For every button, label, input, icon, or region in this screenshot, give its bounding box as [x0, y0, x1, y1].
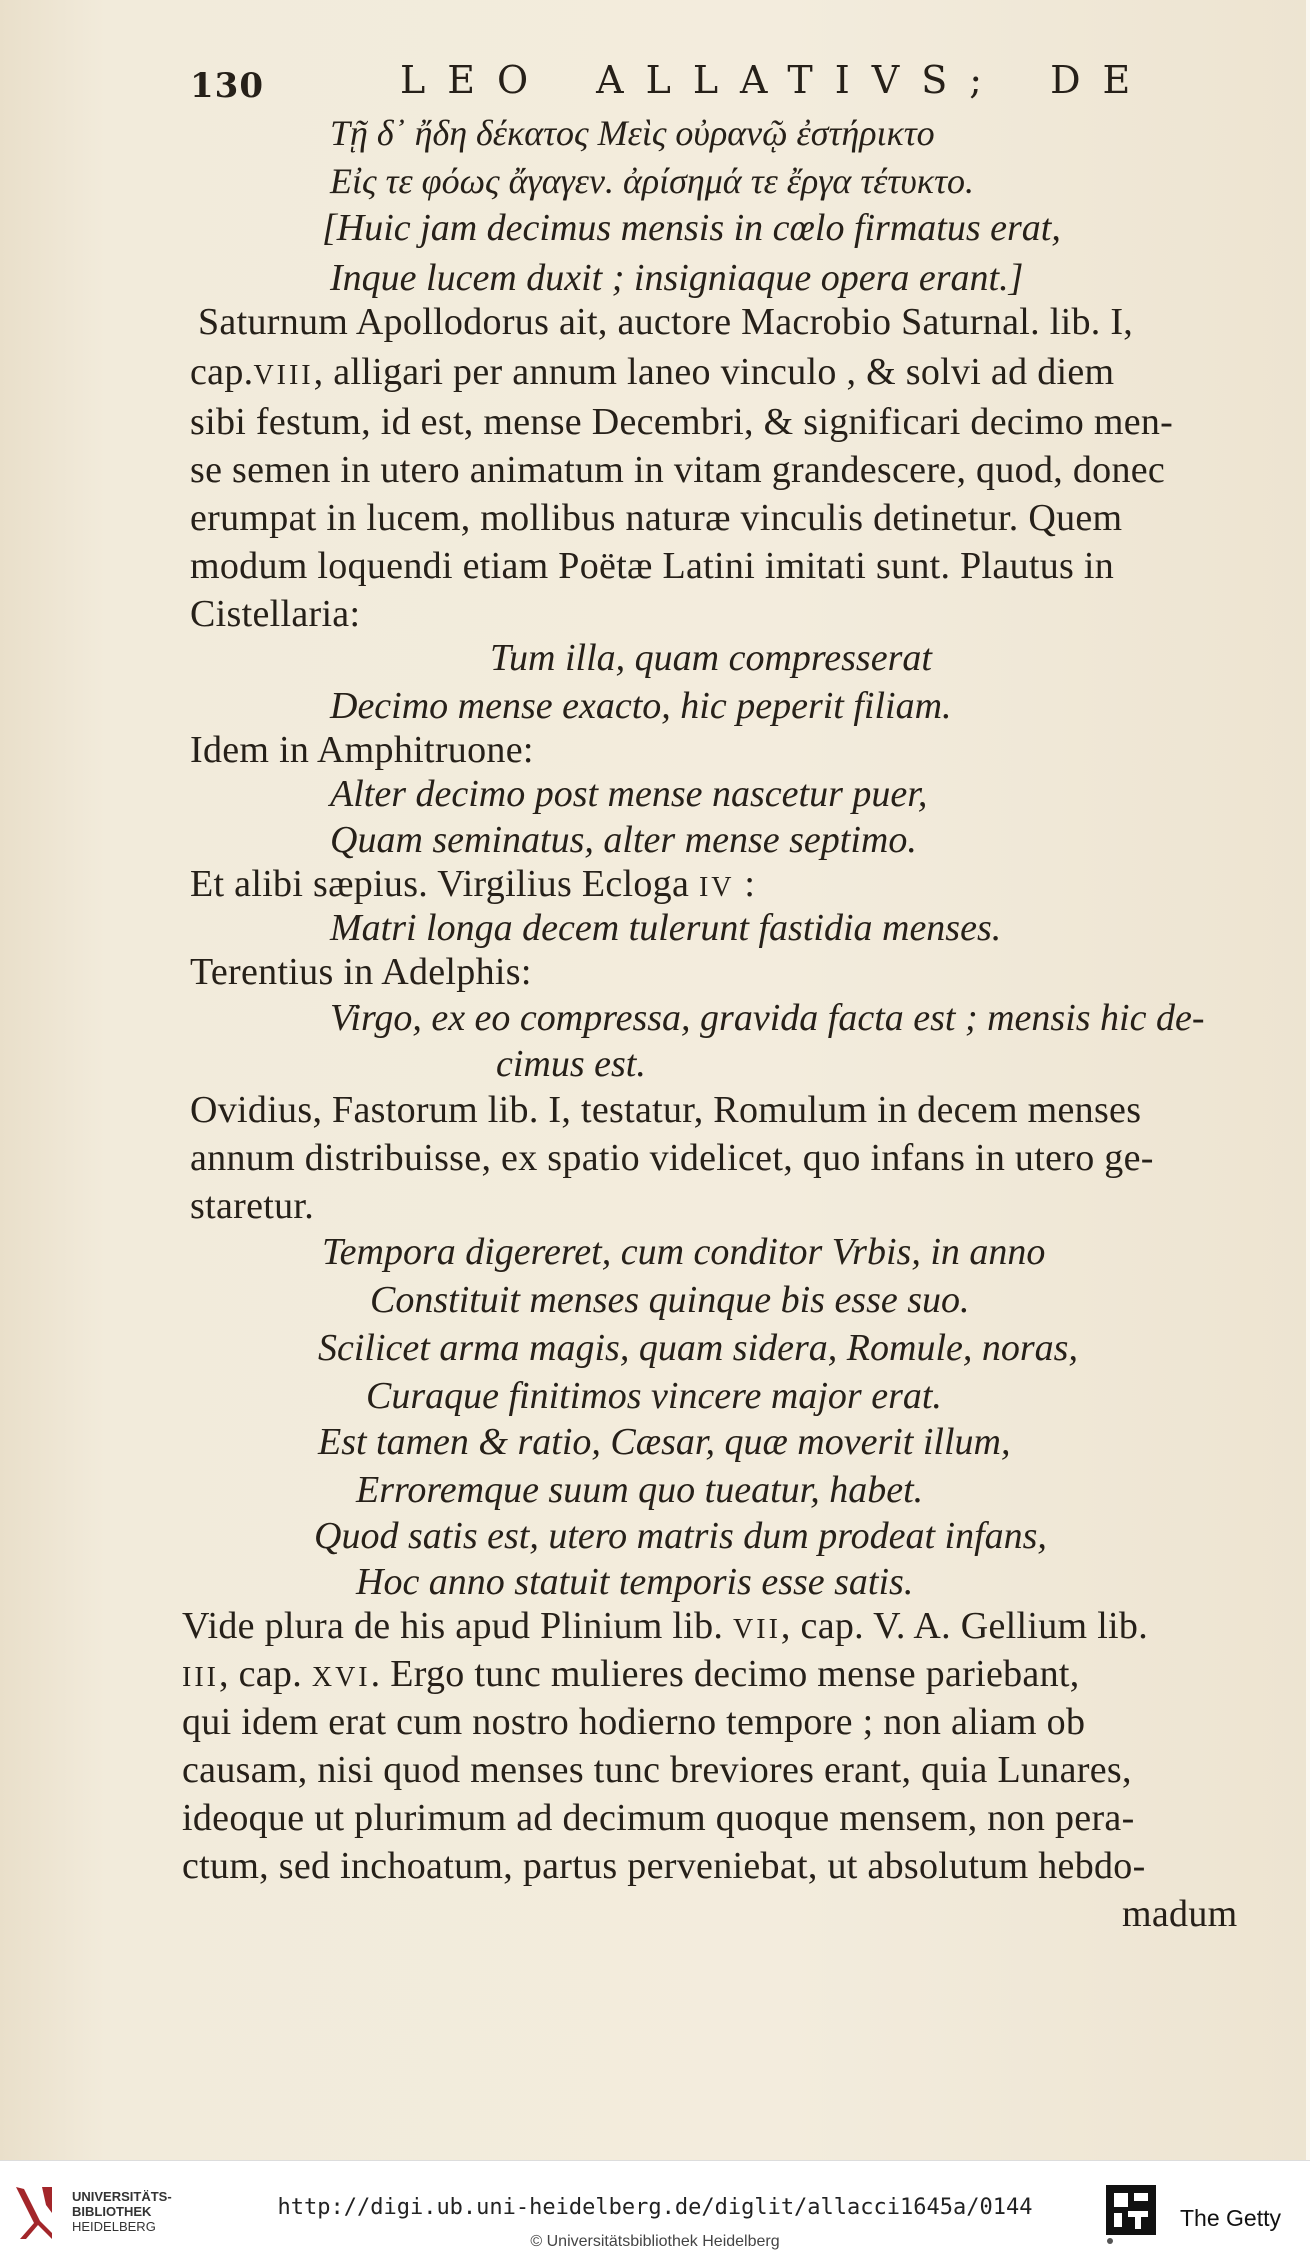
running-title-word-1: LEO: [400, 58, 551, 102]
prose-line: staretur.: [190, 1185, 315, 1227]
prose-line: annum distribuisse, ex spatio videlicet, quo infans in utero ge-: [190, 1137, 1154, 1179]
prose-line: Ovidius, Fastorum lib. I, testatur, Romulum in decem menses: [190, 1089, 1142, 1131]
verse-line: Tempora digereret, cum conditor Vrbis, in anno: [322, 1231, 1046, 1273]
prose-line: Terentius in Adelphis:: [190, 951, 532, 993]
prose-line: Et alibi sæpius. Virgilius Ecloga IV :: [190, 863, 756, 905]
verse-line: Quam seminatus, alter mense septimo.: [330, 819, 917, 861]
verse-line: Scilicet arma magis, quam sidera, Romule, noras,: [318, 1327, 1078, 1369]
prose-line: se semen in utero animatum in vitam grandescere, quod, donec: [190, 449, 1166, 491]
verse-line: Alter decimo post mense nascetur puer,: [330, 773, 928, 815]
getty-logo-icon[interactable]: [1102, 2181, 1160, 2245]
running-header: [190, 58, 1153, 108]
running-title: [400, 58, 1152, 102]
prose-line: Vide plura de his apud Plinium lib. VII, cap. V. A. Gellium lib.: [182, 1605, 1149, 1647]
verse-line: Decimo mense exacto, hic peperit filiam.: [330, 685, 952, 727]
copyright-notice: © Universitätsbibliothek Heidelberg: [530, 2233, 780, 2250]
prose-line: III, cap. XVI. Ergo tunc mulieres decimo mense pariebant,: [182, 1653, 1080, 1695]
page-edge: [1306, 0, 1310, 2160]
prose-line: sibi festum, id est, mense Decembri, & significari decimo men-: [190, 401, 1174, 443]
verse-line: Hoc anno statuit temporis esse satis.: [356, 1561, 914, 1603]
prose-line: Idem in Amphitruone:: [190, 729, 534, 771]
catchword: madum: [1122, 1893, 1238, 1935]
prose-line: Cistellaria:: [190, 593, 361, 635]
prose-line: causam, nisi quod menses tunc breviores erant, quia Lunares,: [182, 1749, 1132, 1791]
viewer-footer: [0, 2160, 1310, 2266]
running-title-word-2: ALLATIVS;: [596, 58, 1005, 102]
prose-line: ctum, sed inchoatum, partus perveniebat, ut absolutum hebdo-: [182, 1845, 1146, 1887]
verse-line: cimus est.: [496, 1043, 646, 1085]
verse-line: Quod satis est, utero matris dum prodeat infans,: [314, 1515, 1047, 1557]
verse-line: Virgo, ex eo compressa, gravida facta est ; mensis hic de-: [330, 997, 1205, 1039]
prose-line: erumpat in lucem, mollibus naturæ vinculis detinetur. Quem: [190, 497, 1123, 539]
getty-label: The Getty: [1180, 2205, 1281, 2231]
university-library-name: UNIVERSITÄTS- BIBLIOTHEK HEIDELBERG: [72, 2189, 172, 2234]
verse-line: Constituit menses quinque bis esse suo.: [370, 1279, 970, 1321]
verse-line: Erroremque suum quo tueatur, habet.: [356, 1469, 924, 1511]
prose-line: qui idem erat cum nostro hodierno tempore ; non aliam ob: [182, 1701, 1086, 1743]
latin-verse-1: [Huic jam decimus mensis in cœlo firmatus erat,: [322, 207, 1061, 249]
prose-line: ideoque ut plurimum ad decimum quoque mensem, non pera-: [182, 1797, 1135, 1839]
latin-verse-2: Inque lucem duxit ; insigniaque opera erant.]: [330, 257, 1024, 299]
page-number: 130: [190, 66, 264, 106]
verse-line: Est tamen & ratio, Cæsar, quæ moverit illum,: [318, 1421, 1011, 1463]
prose-line: Saturnum Apollodorus ait, auctore Macrobio Saturnal. lib. I,: [198, 301, 1134, 343]
prose-line: cap.VIII, alligari per annum laneo vinculo , & solvi ad diem: [190, 351, 1115, 393]
permalink-url[interactable]: http://digi.ub.uni-heidelberg.de/diglit/allacci1645a/0144: [277, 2195, 1033, 2220]
verse-line: Tum illa, quam compresserat: [490, 637, 932, 679]
prose-line: modum loquendi etiam Poëtæ Latini imitati sunt. Plautus in: [190, 545, 1115, 587]
greek-verse-1: Τῇ δ᾿ ἤδη δέκατος Μεὶς οὐρανῷ ἐστήρικτο: [330, 113, 935, 153]
running-title-word-3: DE: [1050, 58, 1153, 102]
verse-line: Matri longa decem tulerunt fastidia menses.: [330, 907, 1002, 949]
greek-verse-2: Εἰς τε φόως ἄγαγεν. ἀρίσημά τε ἔργα τέτυκτο.: [330, 161, 974, 201]
verse-line: Curaque finitimos vincere major erat.: [366, 1375, 942, 1417]
